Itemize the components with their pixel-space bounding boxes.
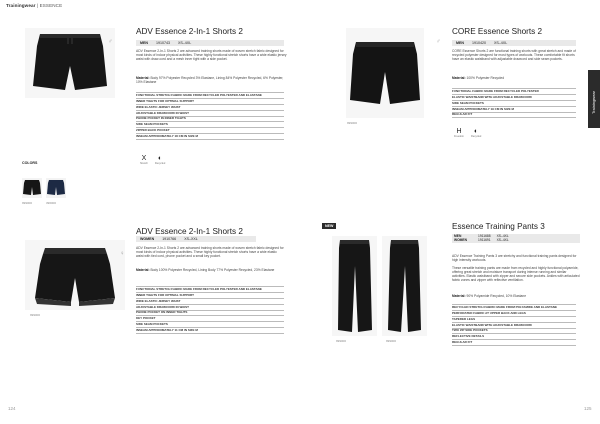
swatch-code: 999000 [22,201,33,205]
product-title: ADV Essence 2-In-1 Shorts 2 [136,227,243,236]
product-description: CORE Essence Shorts 2 are functional training shorts with great stretch and made of recycled polyester designed for most types of workouts. These comfortable fit shorts have an elastic waistband with adjustable drawcord and side seam pockets. [452,49,576,62]
section-header [6,3,62,8]
material-text: Body 100% Polyester Recycled, Lining Body 77% Polyester Recycled, 23% Elastane [150,268,275,272]
feature-item: INSEAM APPROXIMATELY 18 CM IN SIZE M [136,134,284,140]
feature-item: FUNCTIONAL STRETCH FABRIC MADE FROM RECYCLED POLYESTER AND ELASTANE [136,286,284,293]
feature-item: REGULAR FIT [452,113,576,119]
material-label: Material: [452,294,466,298]
material-text: 100% Polyester Recycled [466,76,505,80]
product-material [136,268,284,272]
product-material [452,76,580,80]
page-number-right: 125 [584,406,592,411]
spec-gender: MEN [140,41,148,45]
spec-sizes: XS–4XL [494,41,508,45]
product-title: ADV Essence 2-In-1 Shorts 2 [136,27,243,36]
feature-item: FUNCTIONAL FABRIC MADE FROM RECYCLED POLYESTER [452,88,576,95]
pants-illustration [382,236,427,336]
feature-item: KEY POCKET [136,316,284,322]
spec-sizes: XS–4XL [178,41,192,45]
recycled-label: Recycled [154,162,166,165]
feature-item: ELASTIC WAISTBAND WITH ADJUSTABLE DRAWCORD [452,95,576,101]
feature-list [452,304,576,346]
product-title: CORE Essence Shorts 2 [452,27,543,36]
product-code: 999000 [30,313,41,317]
feature-item: PHONE POCKET ON INNER TIGHTS [136,311,284,317]
product-image-core-shorts [346,28,424,118]
gender-male-icon: ♂ [436,39,441,45]
product-code: 999000 [347,121,358,125]
stretch-glyph: X [141,155,147,162]
feature-item: SIDE SEAM POCKETS [136,122,284,128]
spec-table [452,234,580,243]
feature-list [452,88,576,118]
feature-icons [454,128,481,138]
shorts-illustration [346,28,424,118]
freedom-icon [454,128,464,138]
spec-chip [136,40,284,46]
spec-sku: 1911691 [478,238,491,243]
product-description-2: These versatile training pants are made from recycled and highly functional polyamide, offering great stretch and moisture transport during intense running and similar activities. Elastic waistband with zipper and secure side pockets. Ankles with articulated fabric zones and zipper with reflective ventilation. [452,266,580,283]
recycled-glyph: ◐ [157,155,163,162]
feature-icons [140,155,165,165]
spec-sku: 1910766 [162,237,177,241]
spec-gender: MEN [454,234,462,238]
feature-item: REFLECTIVE DETAILS [452,334,576,340]
feature-item: TWO ZIP SIDE POCKETS [452,329,576,335]
swatch-shorts-navy [46,178,66,198]
material-text: 90% Polyamide Recycled, 10% Elastane [466,294,527,298]
spec-gender: MEN [456,41,464,45]
recycled-label: Recycled [471,135,482,138]
pants-illustration [332,236,377,336]
feature-list [136,286,284,334]
swatch-navy [46,178,66,198]
material-label: Material: [136,76,150,80]
stretch-icon [140,155,148,165]
section-name: Trainingwear [6,3,36,8]
swatch-black [22,178,42,198]
new-badge: NEW [322,223,336,229]
swatch-shorts-black [22,178,42,198]
side-tab [588,70,600,128]
recycled-glyph: ◐ [474,128,479,135]
freedom-label: Freedom [454,135,465,138]
feature-item: INNER TIGHTS FOR OPTIMAL SUPPORT [136,293,284,299]
product-description: ADV Essence 2-In-1 Shorts 2 are advanced training shorts made of woven stretch fabric designed for most kinds of indoor physical activities. These highly functional stretch shorts have a wide elastic waist with tied cord, phone pocket and a small key pocket. [136,246,284,259]
material-text: Body 97% Polyester Recycled 3% Elastane, Lining 84% Polyester Recycled, 6% Polyester, 10% Elastane [136,76,284,85]
feature-item: RECYCLED STRETCH FABRIC MADE FROM POLYAMIDE AND ELASTANE [452,304,576,311]
spec-row-women [454,238,578,242]
gender-male-icon: ♂ [108,39,113,45]
material-label: Material: [452,76,466,80]
feature-item: PERFORATED FABRIC AT UPPER BACK AND LEGS [452,311,576,317]
feature-item: REGULAR FIT [452,340,576,346]
feature-item: WIDE ELASTIC JERSEY WAIST [136,299,284,305]
feature-item: ELASTIC WAISTBAND WITH ADJUSTABLE DRAWCORD [452,323,576,329]
feature-item: FUNCTIONAL STRETCH FABRIC MADE FROM RECYCLED POLYESTER AND ELASTANE [136,92,284,99]
feature-item: ADJUSTABLE DRAWCORD IN WAIST [136,111,284,117]
feature-item: ZIPPER BACK POCKET [136,128,284,134]
product-code: 999000 [336,339,347,343]
feature-list [136,92,284,140]
spec-sku: 1911688 [478,234,491,238]
spec-gender: WOMEN [454,238,468,243]
swatch-code: 396000 [46,201,57,205]
spec-sizes: XS–4XL [496,234,509,238]
product-image-adv-shorts-men [25,28,115,98]
feature-item: PHONE POCKET IN INNER TIGHTS [136,117,284,123]
page-number-left: 124 [8,406,16,411]
feature-item: TAPERED LEGS [452,317,576,323]
stretch-label: Stretch [140,162,148,165]
product-description: ADV Essence 2-In-1 Shorts 2 are advanced training shorts made of woven stretch fabric designed for most kinds of indoor physical activities. These highly functional stretch shorts have a wide elastic jersey waist with draw-cord and a mesh inner tight with a side pocket. [136,49,287,62]
feature-item: ADJUSTABLE DRAWCORD IN WAIST [136,305,284,311]
section-separator: | [36,3,40,8]
spec-sizes: XS–4XL [496,238,509,243]
section-sub: ESSENCE [39,3,63,8]
feature-item: INNER TIGHTS FOR OPTIMAL SUPPORT [136,99,284,105]
spec-chip [452,40,576,46]
spec-sku: 1910420 [472,41,486,45]
spec-sizes: XS–XXL [184,237,198,241]
recycled-icon [155,155,165,165]
spec-gender: WOMEN [140,237,155,241]
product-material [136,76,288,84]
product-image-pants-women [382,236,427,336]
shorts-illustration [25,240,125,310]
feature-item: SIDE SEAM POCKETS [452,101,576,107]
colors-label: COLORS [22,161,38,165]
gender-female-icon: ♀ [120,251,125,257]
product-code: 999000 [386,339,397,343]
feature-item: SIDE SEAM POCKETS [136,322,284,328]
product-description: ADV Essence Training Pants 3 are stretchy and functional training pants designed for high intensity workouts. [452,254,577,263]
product-image-pants-men [332,236,377,336]
feature-item: WIDE ELASTIC JERSEY WAIST [136,105,284,111]
spec-sku: 1910743 [156,41,170,45]
freedom-glyph: H [456,128,462,135]
feature-item: INSEAM APPROXIMATELY 11 CM IN SIZE M [136,328,284,334]
side-tab-label: Trainingwear [591,91,596,114]
shorts-illustration [25,28,115,98]
recycled-icon [471,128,481,138]
product-image-adv-shorts-women [25,240,125,310]
feature-item: INSEAM APPROXIMATELY 19 CM IN SIZE M [452,107,576,113]
product-title: Essence Training Pants 3 [452,222,545,231]
product-material [452,294,580,298]
spec-chip [136,236,256,242]
material-label: Material: [136,268,150,272]
